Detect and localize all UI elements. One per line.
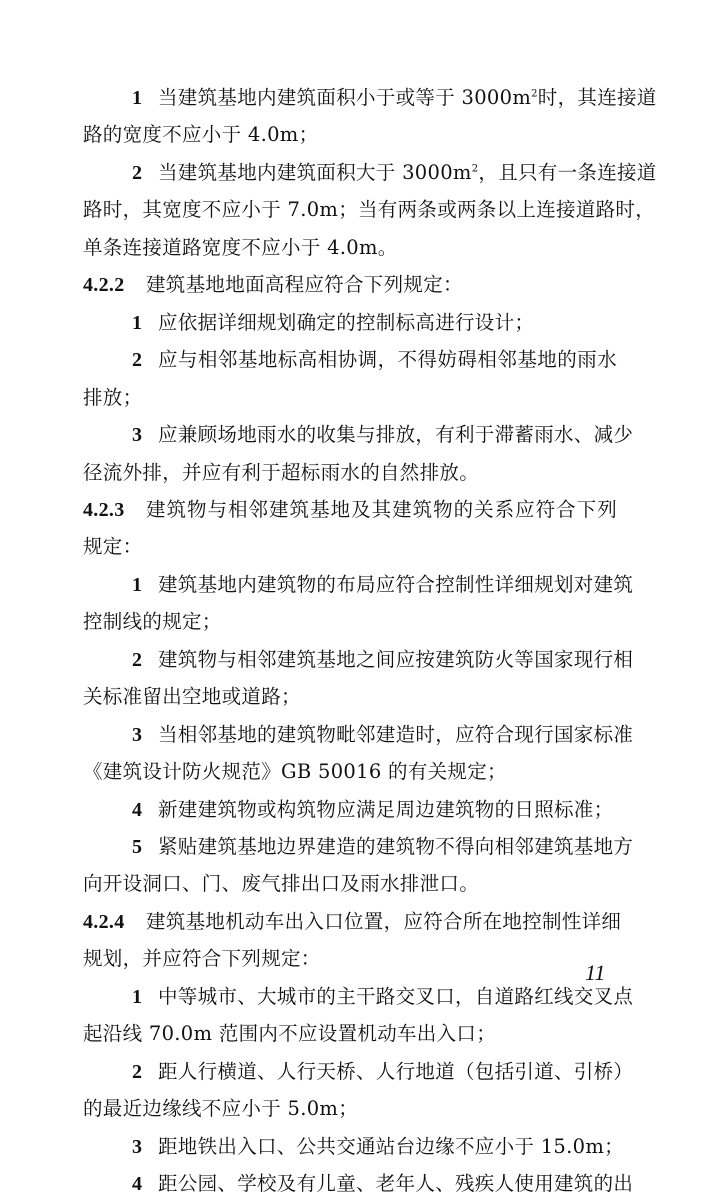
line-text: 起沿线 70.0m 范围内不应设置机动车出入口； (83, 1022, 497, 1046)
line-text: 规定： (83, 535, 143, 559)
line-text: 建筑基地内建筑物的布局应符合控制性详细规划对建筑 (158, 572, 634, 596)
line-text (158, 154, 657, 192)
line-text: 向开设洞口、门、废气排出口及雨水排泄口。 (83, 872, 480, 896)
text-line (0, 454, 707, 492)
item-number: 1 (132, 985, 143, 1008)
line-text: 应依据详细规划确定的控制标高进行设计； (158, 310, 535, 334)
item-number: 5 (132, 836, 143, 858)
line-text: 建筑物与相邻建筑基地之间应按建筑防火等国家现行相 (158, 647, 634, 671)
text-line (0, 1128, 707, 1166)
text-line (0, 865, 707, 903)
line-text: 径流外排，并应有利于超标雨水的自然排放。 (83, 460, 480, 484)
page-number: 11 (585, 960, 606, 985)
superscript: 2 (471, 163, 479, 175)
line-text: 距地铁出入口、公共交通站台边缘不应小于 15.0m； (158, 1134, 624, 1158)
section-number: 4.2.2 (83, 274, 125, 297)
item-number: 3 (132, 1135, 143, 1158)
text-line (0, 1015, 707, 1053)
text-line (0, 528, 707, 566)
text-line (0, 641, 707, 679)
line-text: 《建筑设计防火规范》GB 50016 的有关规定； (83, 760, 507, 784)
text-line (0, 566, 707, 604)
line-text: 建筑物与相邻建筑基地及其建筑物的关系应符合下列 (146, 497, 617, 521)
text-line (0, 491, 707, 529)
line-text: 建筑基地地面高程应符合下列规定： (146, 273, 463, 297)
text-segment: ，且只有一条连接道 (478, 160, 657, 184)
line-text: 关标准留出空地或道路； (83, 685, 301, 709)
text-segment: 时，其连接道 (537, 86, 657, 109)
section-number: 4.2.3 (83, 498, 125, 521)
text-line (0, 341, 707, 379)
line-text: 紧贴建筑基地边界建造的建筑物不得向相邻建筑基地方 (158, 835, 634, 858)
text-line (0, 229, 707, 267)
item-number: 4 (132, 798, 143, 821)
section-number: 4.2.4 (83, 910, 125, 933)
line-text: 新建建筑物或构筑物应满足周边建筑物的日照标准； (158, 797, 614, 821)
text-line (0, 79, 707, 117)
text-line (0, 791, 707, 829)
text-line (0, 678, 707, 716)
text-line (0, 304, 707, 342)
line-text: 排放； (83, 385, 143, 409)
item-number: 2 (132, 161, 143, 184)
item-number: 2 (132, 349, 143, 372)
text-line (0, 191, 707, 229)
text-line (0, 603, 707, 641)
line-text: 的最近边缘线不应小于 5.0m； (83, 1097, 359, 1121)
item-number: 4 (132, 1173, 143, 1196)
line-text: 距公园、学校及有儿童、老年人、残疾人使用建筑的出 (158, 1172, 634, 1196)
line-text: 中等城市、大城市的主干路交叉口，自道路红线交叉点 (158, 984, 634, 1008)
item-number: 1 (132, 311, 143, 334)
item-number: 2 (132, 1060, 143, 1083)
text-line (0, 1053, 707, 1091)
line-text: 规划，并应符合下列规定： (83, 947, 321, 971)
text-line (0, 116, 707, 154)
text-line (0, 828, 707, 866)
line-text: 路的宽度不应小于 4.0m； (83, 123, 319, 147)
superscript: 2 (531, 88, 538, 100)
line-text: 应兼顾场地雨水的收集与排放，有利于滞蓄雨水、减少 (158, 423, 634, 447)
line-text (158, 79, 657, 117)
line-text: 路时，其宽度不应小于 7.0m；当有两条或两条以上连接道路时， (83, 198, 656, 222)
text-line (0, 416, 707, 454)
line-text: 建筑基地机动车出入口位置，应符合所在地控制性详细 (146, 909, 622, 933)
text-line (0, 753, 707, 791)
item-number: 1 (132, 573, 143, 596)
line-text: 应与相邻基地标高相协调，不得妨碍相邻基地的雨水 (158, 348, 617, 372)
item-number: 3 (132, 723, 143, 746)
text-segment: 当建筑基地内建筑面积大于 3000m (158, 160, 472, 184)
line-text: 控制线的规定； (83, 610, 222, 634)
item-number: 1 (132, 87, 143, 109)
text-segment: 当建筑基地内建筑面积小于或等于 3000m (158, 86, 532, 109)
line-text: 单条连接道路宽度不应小于 4.0m。 (83, 235, 398, 259)
line-text: 当相邻基地的建筑物毗邻建造时，应符合现行国家标准 (158, 722, 634, 746)
text-line (0, 716, 707, 754)
line-text: 距人行横道、人行天桥、人行地道（包括引道、引桥） (158, 1059, 634, 1083)
text-line (0, 379, 707, 417)
text-line (0, 1165, 707, 1203)
text-line (0, 154, 707, 192)
item-number: 2 (132, 648, 143, 671)
item-number: 3 (132, 424, 143, 447)
text-line (0, 266, 707, 304)
text-line (0, 903, 707, 941)
text-line (0, 1090, 707, 1128)
